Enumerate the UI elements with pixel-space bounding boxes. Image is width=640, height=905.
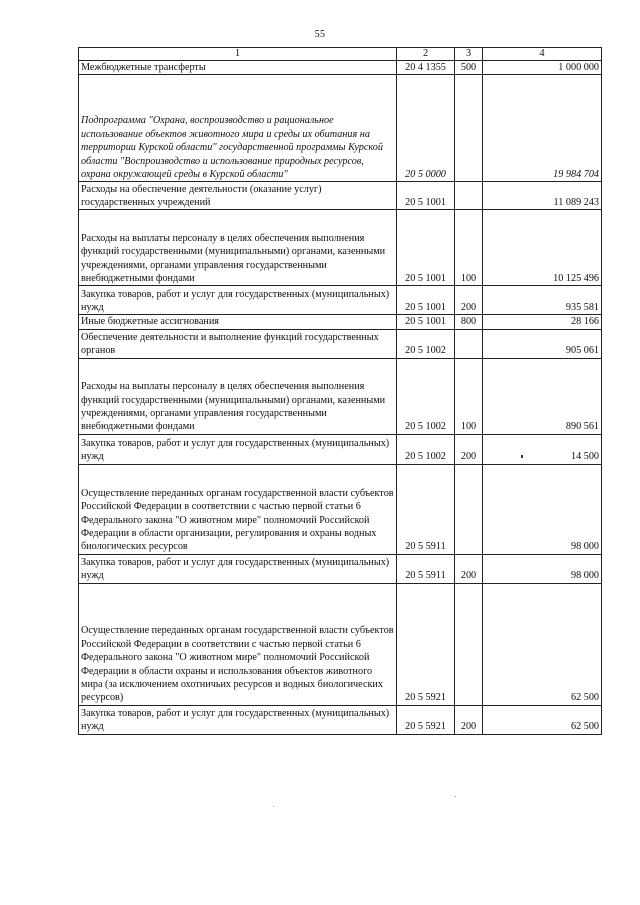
row-name: Иные бюджетные ассигнования [79, 315, 397, 329]
row-amount: 98 000 [483, 554, 602, 583]
header-cell-1: 1 [79, 48, 397, 61]
row-expense-type: 200 [455, 705, 483, 734]
row-expense-type [455, 75, 483, 182]
row-code: 20 5 1001 [397, 315, 455, 329]
header-cell-2: 2 [397, 48, 455, 61]
table-row [79, 705, 602, 734]
row-name: Расходы на выплаты персоналу в целях обеспечения выполнения функций государственными (муниципальными) органами, казенными учреждениями, органами управления государственными внебюджетными фондами [79, 358, 397, 434]
row-code: 20 5 5921 [397, 705, 455, 734]
row-name: Закупка товаров, работ и услуг для государственных (муниципальных) нужд [79, 705, 397, 734]
row-amount: 10 125 496 [483, 210, 602, 286]
table-header-row [79, 48, 602, 61]
table-row [79, 315, 602, 329]
row-amount: 14 500 [483, 434, 602, 464]
row-expense-type [455, 464, 483, 554]
row-expense-type [455, 329, 483, 358]
row-expense-type: 100 [455, 210, 483, 286]
row-amount: 935 581 [483, 286, 602, 315]
row-code: 20 5 1002 [397, 358, 455, 434]
table-row [79, 61, 602, 75]
row-code: 20 5 5911 [397, 464, 455, 554]
row-name: Закупка товаров, работ и услуг для государственных (муниципальных) нужд [79, 434, 397, 464]
row-name: Обеспечение деятельности и выполнение функций государственных органов [79, 329, 397, 358]
row-code: 20 5 1001 [397, 182, 455, 210]
table-row [79, 358, 602, 434]
row-name: Закупка товаров, работ и услуг для государственных (муниципальных) нужд [79, 286, 397, 315]
row-name: Межбюджетные трансферты [79, 61, 397, 75]
row-amount: 1 000 000 [483, 61, 602, 75]
row-name: Закупка товаров, работ и услуг для государственных (муниципальных) нужд [79, 554, 397, 583]
table-row [79, 464, 602, 554]
row-amount: 62 500 [483, 583, 602, 705]
table-row [79, 286, 602, 315]
table-row [79, 182, 602, 210]
table-row [79, 583, 602, 705]
row-code: 20 5 5921 [397, 583, 455, 705]
row-code: 20 5 5911 [397, 554, 455, 583]
row-name: Расходы на обеспечение деятельности (оказание услуг) государственных учреждений [79, 182, 397, 210]
row-code: 20 5 1002 [397, 434, 455, 464]
row-expense-type: 200 [455, 286, 483, 315]
budget-table [78, 47, 602, 735]
row-name: Осуществление переданных органам государственной власти субъектов Российской Федерации в соответствии с частью первой статьи 6 Федерального закона "О животном мире" полномочий Российской Федерации в области охраны и использования объектов животного мира (за исключением охотничьих ресурсов и водных биологических ресурсов) [79, 583, 397, 705]
scan-speck [521, 455, 523, 458]
row-amount: 28 166 [483, 315, 602, 329]
row-expense-type: 200 [455, 434, 483, 464]
row-name: Подпрограмма "Охрана, воспроизводство и рациональное использование объектов животного мира и среды их обитания на территории Курской области" государственной программы Курской области "Воспроизводство и использование природных ресурсов, охрана окружающей среды в Курской области" [79, 75, 397, 182]
row-name: Осуществление переданных органам государственной власти субъектов Российской Федерации в соответствии с частью первой статьи 6 Федерального закона "О животном мире" полномочий Российской Федерации в области организации, регулирования и охраны водных биологических ресурсов [79, 464, 397, 554]
row-amount: 62 500 [483, 705, 602, 734]
table-row [79, 75, 602, 182]
row-expense-type: 500 [455, 61, 483, 75]
table-row [79, 329, 602, 358]
row-code: 20 5 1002 [397, 329, 455, 358]
row-expense-type [455, 182, 483, 210]
row-code: 20 4 1355 [397, 61, 455, 75]
row-amount: 19 984 704 [483, 75, 602, 182]
row-amount: 98 000 [483, 464, 602, 554]
row-amount: 11 089 243 [483, 182, 602, 210]
table-row [79, 210, 602, 286]
row-amount: 905 061 [483, 329, 602, 358]
row-expense-type [455, 583, 483, 705]
header-cell-4: 4 [483, 48, 602, 61]
row-code: 20 5 1001 [397, 210, 455, 286]
table-row [79, 434, 602, 464]
row-amount: 890 561 [483, 358, 602, 434]
row-expense-type: 200 [455, 554, 483, 583]
row-code: 20 5 0000 [397, 75, 455, 182]
header-cell-3: 3 [455, 48, 483, 61]
row-code: 20 5 1001 [397, 286, 455, 315]
row-expense-type: 800 [455, 315, 483, 329]
table-row [79, 554, 602, 583]
scan-dot [455, 796, 456, 797]
row-name: Расходы на выплаты персоналу в целях обеспечения выполнения функций государственными (муниципальными) органами, казенными учреждениями, органами управления государственными внебюджетными фондами [79, 210, 397, 286]
page-number: 55 [314, 29, 326, 40]
scan-dot [273, 806, 274, 807]
row-expense-type: 100 [455, 358, 483, 434]
